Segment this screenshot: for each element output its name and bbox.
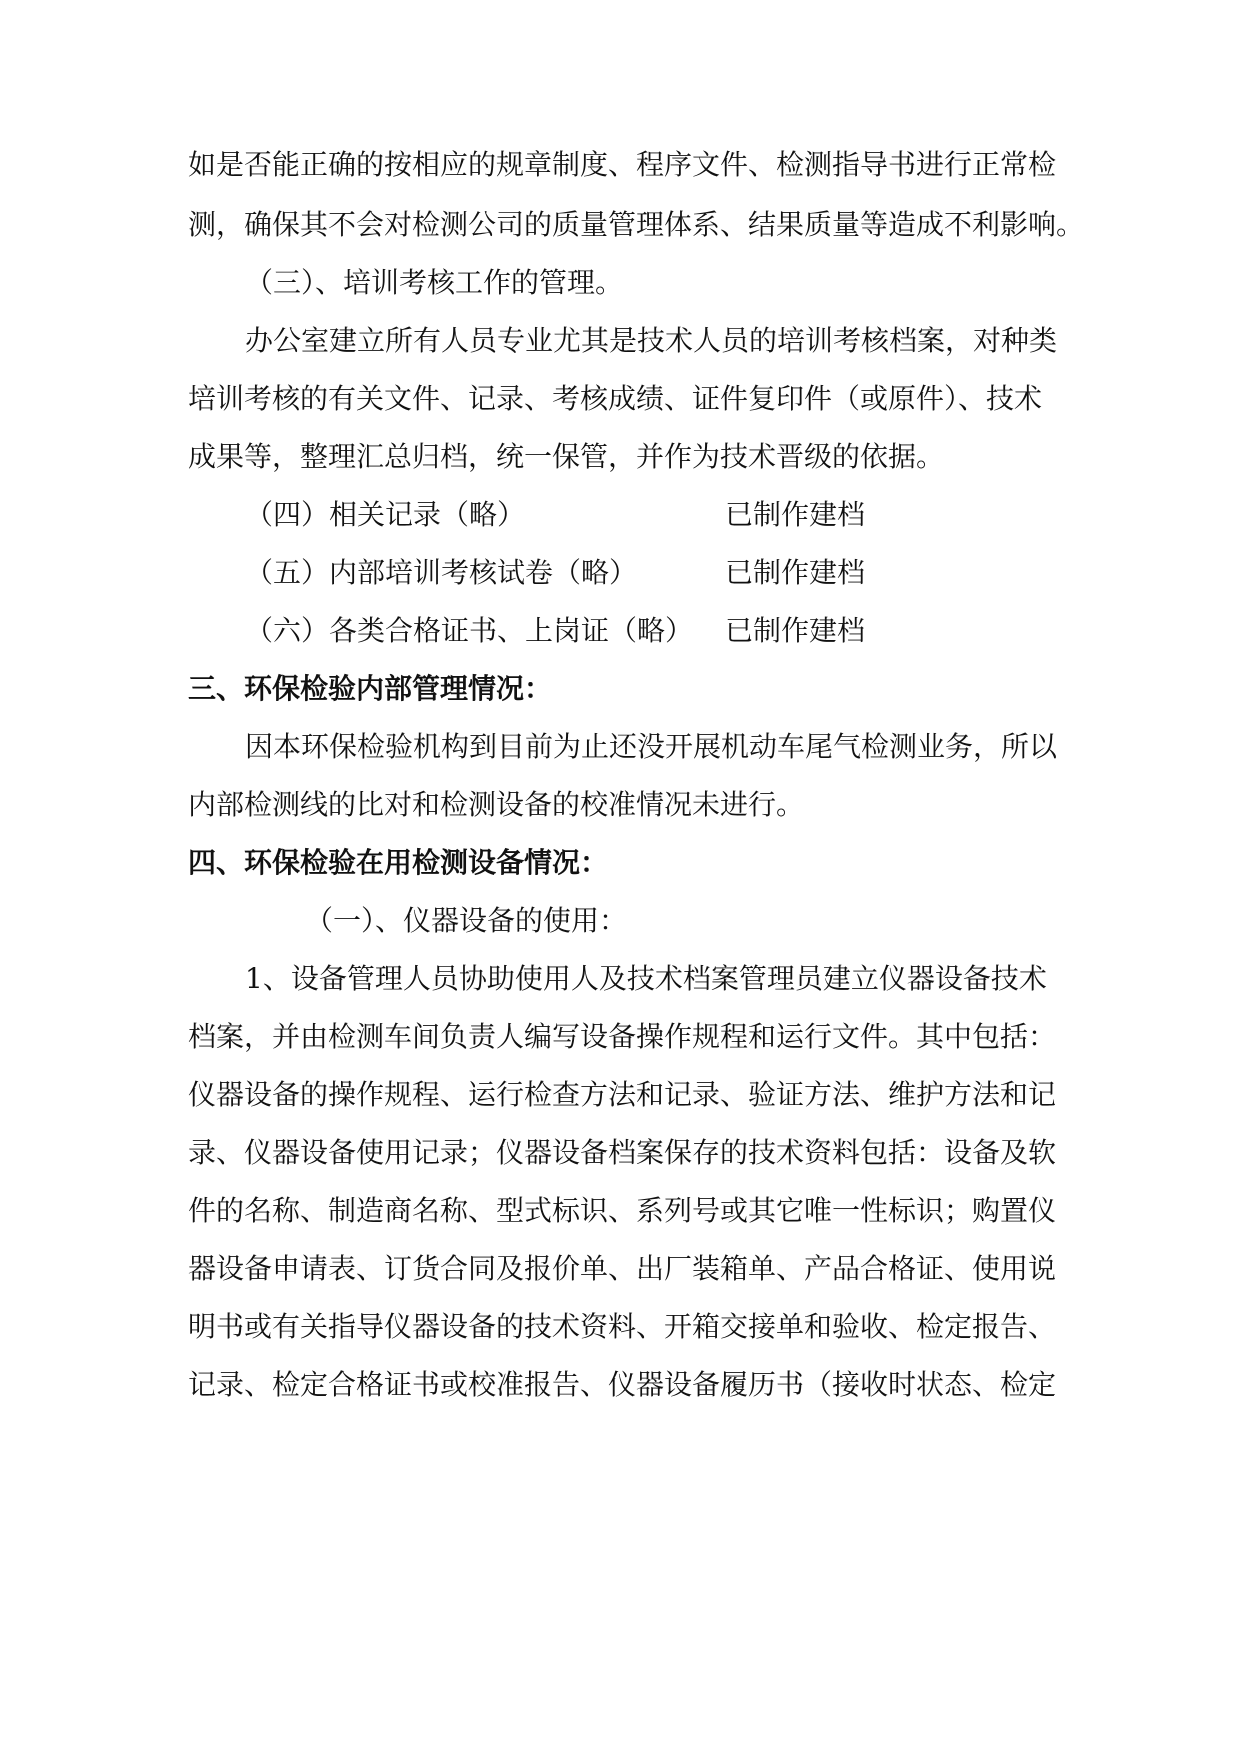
paragraph-line: 测，确保其不会对检测公司的质量管理体系、结果质量等造成不利影响。 [188,208,1085,241]
paragraph-line: 器设备申请表、订货合同及报价单、出厂装箱单、产品合格证、使用说 [188,1252,1057,1285]
paragraph-line: 明书或有关指导仪器设备的技术资料、开箱交接单和验收、检定报告、 [188,1310,1057,1343]
paragraph-line: 内部检测线的比对和检测设备的校准情况未进行。 [188,788,805,821]
paragraph-line: 录、仪器设备使用记录；仪器设备档案保存的技术资料包括：设备及软 [188,1136,1057,1169]
record-row [245,490,1065,540]
record-item: （六）各类合格证书、上岗证（略） [245,614,694,647]
record-item: （五）内部培训考核试卷（略） [245,556,638,589]
section-heading: 四、环保检验在用检测设备情况： [188,846,609,879]
paragraph-line: 办公室建立所有人员专业尤其是技术人员的培训考核档案，对种类 [245,324,1058,357]
record-row [245,548,1065,598]
section-subheading: （三）、培训考核工作的管理。 [245,266,624,299]
paragraph-line: 如是否能正确的按相应的规章制度、程序文件、检测指导书进行正常检 [188,148,1057,181]
record-row [245,606,1065,656]
record-item: （四）相关记录（略） [245,498,526,531]
paragraph-line: 培训考核的有关文件、记录、考核成绩、证件复印件（或原件）、技术 [188,382,1043,415]
paragraph-line: 记录、检定合格证书或校准报告、仪器设备履历书（接收时状态、检定 [188,1368,1057,1401]
record-status: 已制作建档 [725,556,866,589]
paragraph-line: 成果等，整理汇总归档，统一保管，并作为技术晋级的依据。 [188,440,945,473]
section-subheading: （一）、仪器设备的使用： [305,904,628,937]
record-status: 已制作建档 [725,498,866,531]
record-status: 已制作建档 [725,614,866,647]
paragraph-line: 仪器设备的操作规程、运行检查方法和记录、验证方法、维护方法和记 [188,1078,1057,1111]
paragraph-line: 档案，并由检测车间负责人编写设备操作规程和运行文件。其中包括： [188,1020,1057,1053]
paragraph-line: 因本环保检验机构到目前为止还没开展机动车尾气检测业务，所以 [245,730,1058,763]
paragraph-line: 1、设备管理人员协助使用人及技术档案管理员建立仪器设备技术 [245,962,1047,995]
section-heading: 三、环保检验内部管理情况： [188,672,553,705]
paragraph-line: 件的名称、制造商名称、型式标识、系列号或其它唯一性标识；购置仪 [188,1194,1057,1227]
